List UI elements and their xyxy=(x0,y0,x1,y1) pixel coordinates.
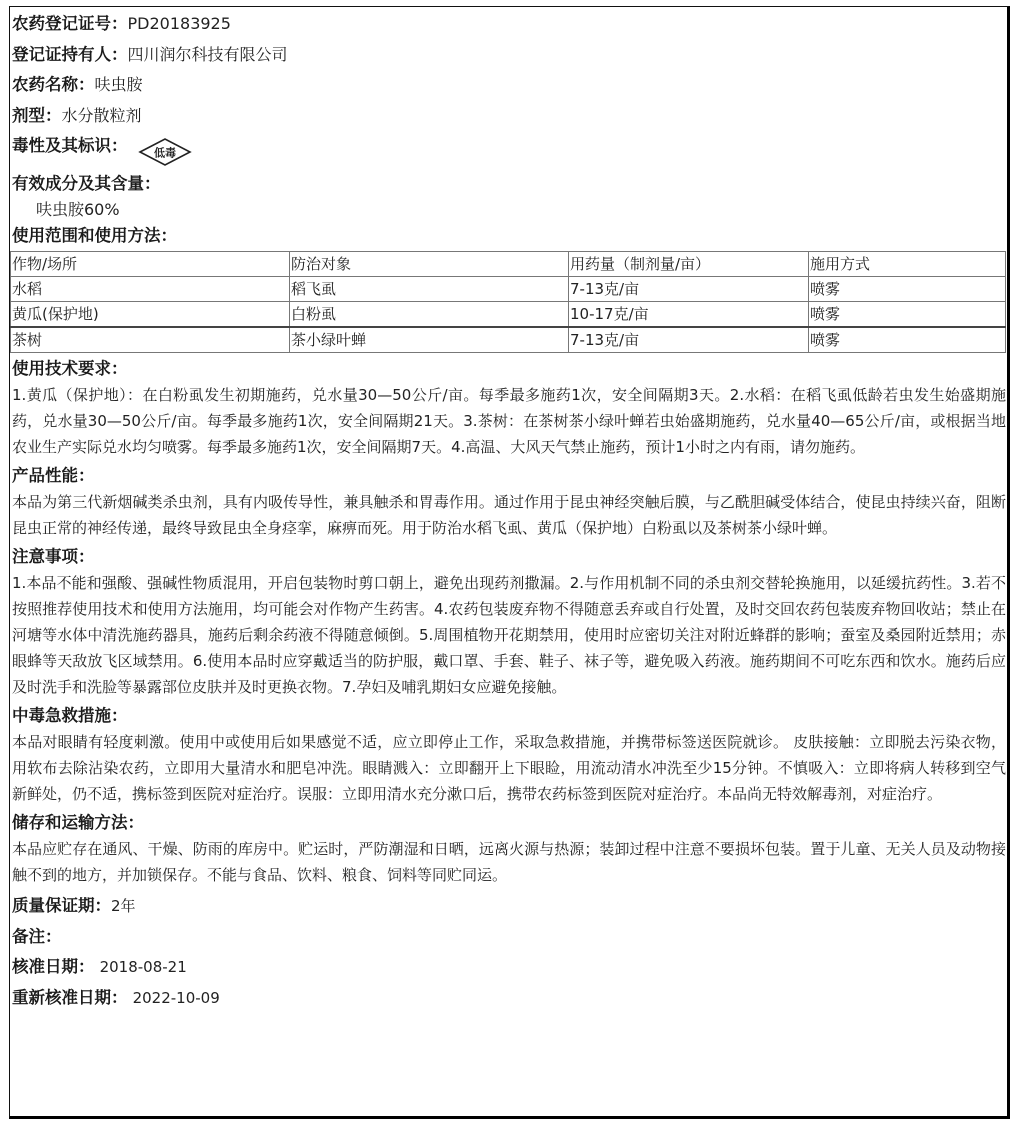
first-aid-text: 本品对眼睛有轻度刺激。使用中或使用后如果感觉不适，应立即停止工作，采取急救措施，并携带标签送医院就诊。 皮肤接触：立即脱去污染衣物，用软布去除沾染农药，立即用大量清水和肥皂冲洗。眼睛溅入：立即翻开上下眼睑，用流动清水冲洗至少15分钟。不慎吸入：立即将病人转移到空气新鲜处，仍不适，携标签到医院对症治疗。误服：立即用清水充分漱口后，携带农药标签到医院对症治疗。本品尚无特效解毒剂，对症治疗。 xyxy=(12,733,1006,803)
reapproval-date-value: 2022-10-09 xyxy=(132,988,220,1007)
precautions-heading: 注意事项： xyxy=(12,547,95,566)
performance-text: 本品为第三代新烟碱类杀虫剂，具有内吸传导性，兼具触杀和胃毒作用。通过作用于昆虫神经突触后膜，与乙酰胆碱受体结合，使昆虫持续兴奋，阻断昆虫正常的神经传递，最终导致昆虫全身痉挛，麻痹而死。用于防治水稻飞虱、黄瓜（保护地）白粉虱以及茶树茶小绿叶蝉。 xyxy=(12,493,1006,537)
usage-cell-dosage: 10-17克/亩 xyxy=(569,302,809,328)
table-row xyxy=(11,302,1006,328)
usage-table xyxy=(10,251,1006,353)
usage-col-dosage: 用药量（制剂量/亩） xyxy=(569,252,809,277)
approval-date-row xyxy=(12,952,1006,983)
shelf-life-value: 2年 xyxy=(111,897,136,915)
pesticide-registration-document xyxy=(12,9,1006,1013)
storage-text: 本品应贮存在通风、干燥、防雨的库房中。贮运时，严防潮湿和日晒，远离火源与热源；装卸过程中注意不要损坏包装。置于儿童、无关人员及动物接触不到的地方，并加锁保存。不能与食品、饮料、粮食、饲料等同贮同运。 xyxy=(12,840,1006,884)
ingredients-heading: 有效成分及其含量： xyxy=(12,174,161,193)
registration-number-value: PD20183925 xyxy=(127,14,231,33)
usage-heading: 使用范围和使用方法： xyxy=(12,226,177,245)
pesticide-name-row xyxy=(12,70,1006,101)
formulation-row xyxy=(12,101,1006,132)
low-toxicity-diamond-icon xyxy=(138,137,192,167)
registration-number-label: 农药登记证号： xyxy=(12,14,128,33)
table-row xyxy=(11,327,1006,353)
pesticide-name-value: 呋虫胺 xyxy=(94,75,143,94)
technical-text: 1.黄瓜（保护地）：在白粉虱发生初期施药，兑水量30—50公斤/亩。每季最多施药1次，安全间隔期3天。2.水稻：在稻飞虱低龄若虫发生始盛期施药，兑水量30—50公斤/亩。每季最多施药1次，安全间隔期21天。3.茶树：在茶树茶小绿叶蝉若虫始盛期施药，兑水量40—65公斤/亩，或根据当地农业生产实际兑水均匀喷雾。每季最多施药1次，安全间隔期7天。4.高温、大风天气禁止施药，预计1小时之内有雨，请勿施药。 xyxy=(12,386,1006,456)
storage-heading: 储存和运输方法： xyxy=(12,813,144,832)
approval-date-label: 核准日期： xyxy=(12,957,95,976)
usage-cell-dosage: 7-13克/亩 xyxy=(569,327,809,353)
holder-value: 四川润尔科技有限公司 xyxy=(127,44,288,64)
usage-cell-target: 茶小绿叶蝉 xyxy=(290,327,569,353)
holder-row xyxy=(12,40,1006,71)
pesticide-name-label: 农药名称： xyxy=(12,75,95,94)
usage-cell-crop: 黄瓜(保护地) xyxy=(11,302,290,328)
ingredients-value: 呋虫胺60% xyxy=(36,200,120,219)
usage-cell-dosage: 7-13克/亩 xyxy=(569,277,809,302)
holder-label: 登记证持有人： xyxy=(12,44,128,64)
formulation-value: 水分散粒剂 xyxy=(61,105,142,125)
usage-cell-target: 稻飞虱 xyxy=(290,277,569,302)
toxicity-label: 毒性及其标识： xyxy=(12,136,128,155)
formulation-label: 剂型： xyxy=(12,105,62,125)
approval-date-value: 2018-08-21 xyxy=(99,958,187,976)
remarks-label: 备注： xyxy=(12,926,62,946)
reapproval-date-row xyxy=(12,983,1006,1014)
usage-col-target: 防治对象 xyxy=(290,252,569,277)
usage-cell-method: 喷雾 xyxy=(809,302,1006,328)
toxicity-row xyxy=(12,131,1006,171)
usage-cell-target: 白粉虱 xyxy=(290,302,569,328)
technical-heading: 使用技术要求： xyxy=(12,359,128,378)
usage-cell-crop: 水稻 xyxy=(11,277,290,302)
toxicity-icon-text: 低毒 xyxy=(153,146,176,160)
first-aid-heading: 中毒急救措施： xyxy=(12,706,128,725)
remarks-row xyxy=(12,922,1006,953)
precautions-text: 1.本品不能和强酸、强碱性物质混用，开启包装物时剪口朝上，避免出现药剂撒漏。2.与作用机制不同的杀虫剂交替轮换施用，以延缓抗药性。3.若不按照推荐使用技术和使用方法施用，均可能会对作物产生药害。4.农药包装废弃物不得随意丢弃或自行处置，及时交回农药包装废弃物回收站；禁止在河塘等水体中清洗施药器具，施药后剩余药液不得随意倾倒。5.周围植物开花期禁用，使用时应密切关注对附近蜂群的影响；蚕室及桑园附近禁用；赤眼蜂等天敌放飞区域禁用。6.使用本品时应穿戴适当的防护服，戴口罩、手套、鞋子、袜子等，避免吸入药液。施药期间不可吃东西和饮水。施药后应及时洗手和洗脸等暴露部位皮肤并及时更换衣物。7.孕妇及哺乳期妇女应避免接触。 xyxy=(12,574,1006,696)
usage-table-header-row xyxy=(11,252,1006,277)
usage-cell-method: 喷雾 xyxy=(809,327,1006,353)
registration-number-row xyxy=(12,9,1006,40)
reapproval-date-label: 重新核准日期： xyxy=(12,987,128,1007)
usage-col-crop: 作物/场所 xyxy=(11,252,290,277)
table-row xyxy=(11,277,1006,302)
shelf-life-label: 质量保证期： xyxy=(12,896,111,915)
shelf-life-row xyxy=(12,891,1006,922)
usage-cell-crop: 茶树 xyxy=(11,327,290,353)
performance-heading: 产品性能： xyxy=(12,466,95,485)
usage-cell-method: 喷雾 xyxy=(809,277,1006,302)
usage-col-method: 施用方式 xyxy=(809,252,1006,277)
